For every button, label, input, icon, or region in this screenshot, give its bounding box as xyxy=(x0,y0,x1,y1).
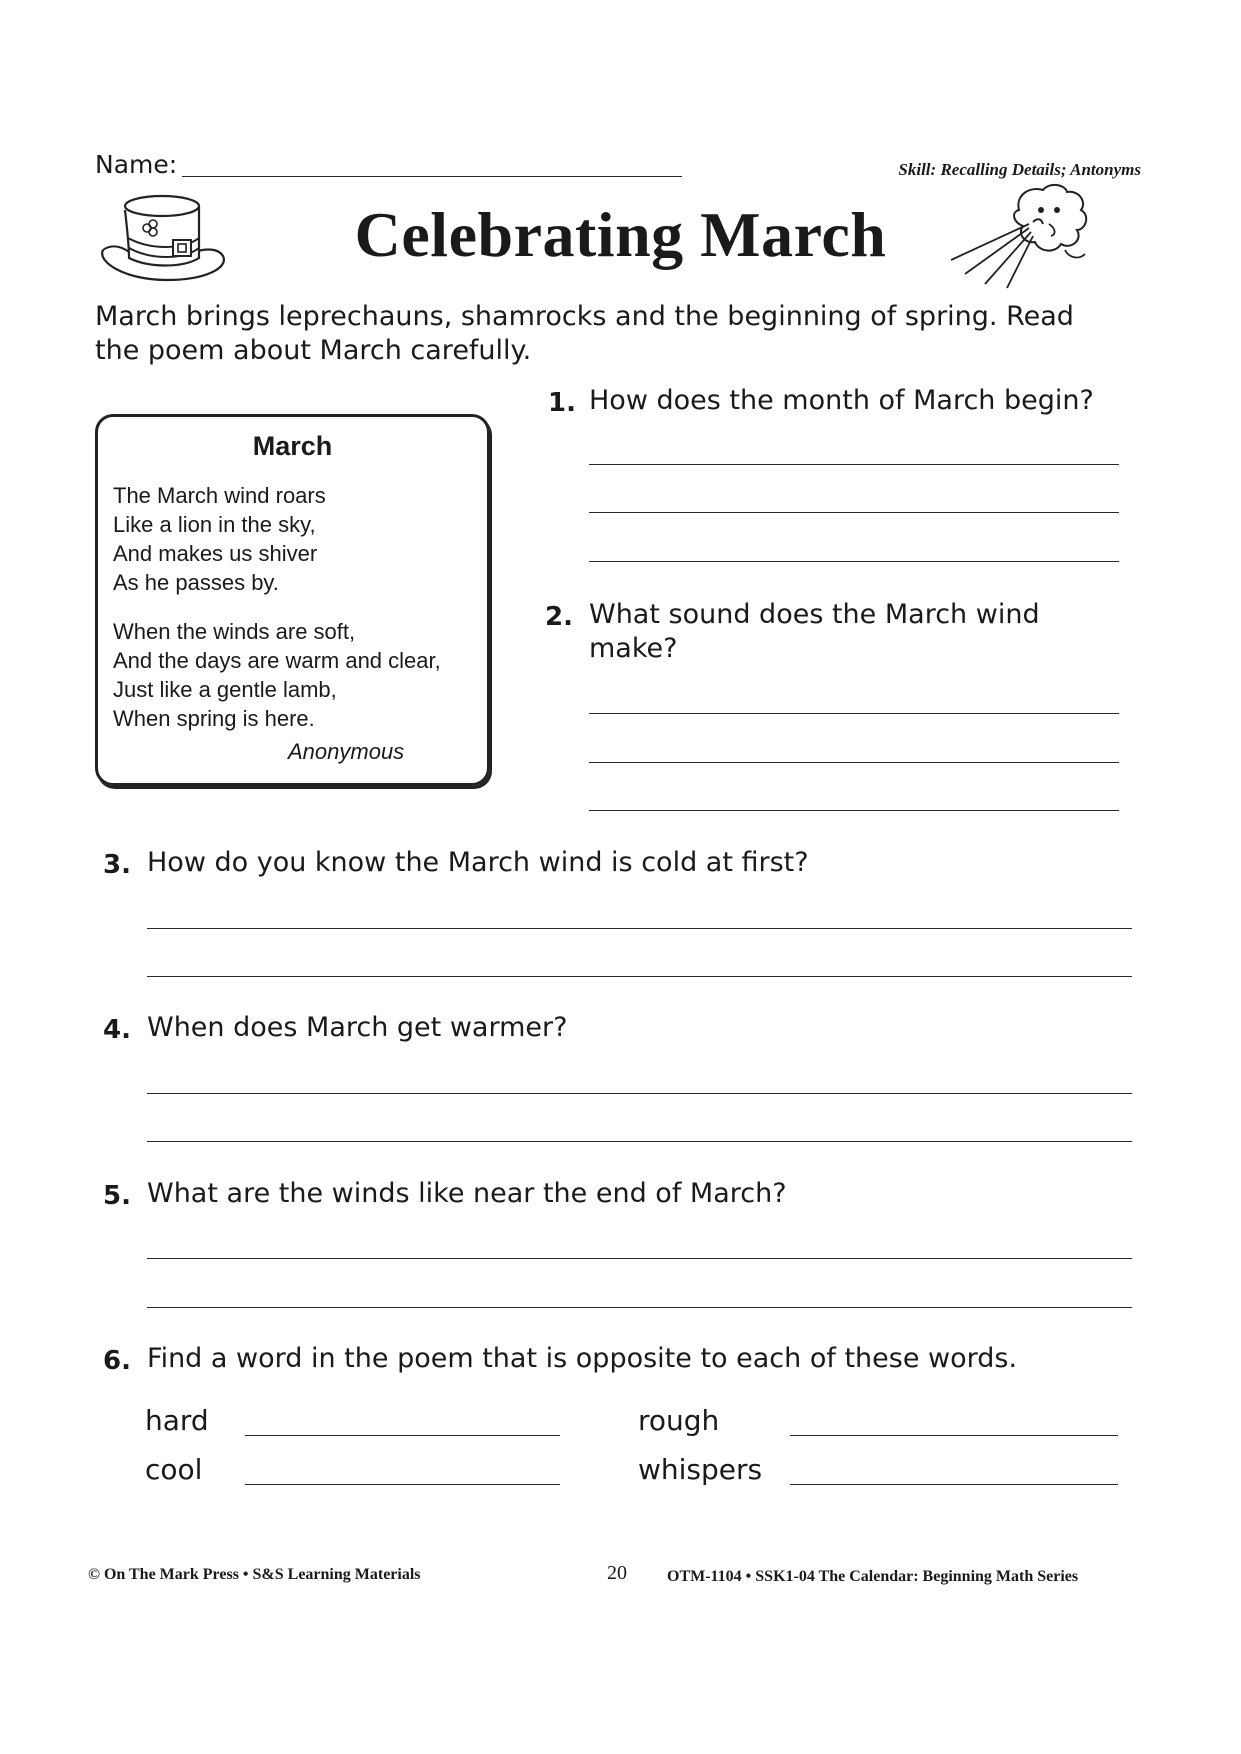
poem-box xyxy=(95,414,490,786)
answer-line[interactable] xyxy=(589,464,1119,465)
poem-line: As he passes by. xyxy=(113,570,279,595)
poem-stanza-2 xyxy=(113,617,441,733)
answer-line[interactable] xyxy=(147,1307,1132,1308)
answer-line[interactable] xyxy=(589,810,1119,811)
antonym-word-cool: cool xyxy=(145,1453,203,1486)
answer-line[interactable] xyxy=(589,561,1119,562)
question-6-text: Find a word in the poem that is opposite to each of these words. xyxy=(147,1343,1018,1374)
poem-author: Anonymous xyxy=(288,739,405,764)
poem-line: Like a lion in the sky, xyxy=(113,512,316,537)
question-1-text: How does the month of March begin? xyxy=(589,385,1094,416)
intro-text: March brings leprechauns, shamrocks and the beginning of spring. Read the poem about March carefully. xyxy=(95,301,1074,366)
antonym-word-whispers: whispers xyxy=(638,1453,763,1486)
poem-line: And makes us shiver xyxy=(113,541,318,566)
poem-line: When spring is here. xyxy=(113,706,315,731)
antonym-answer-line[interactable] xyxy=(245,1435,560,1436)
answer-line[interactable] xyxy=(589,762,1119,763)
poem-line: And the days are warm and clear, xyxy=(113,648,441,673)
answer-line[interactable] xyxy=(589,512,1119,513)
answer-line[interactable] xyxy=(589,713,1119,714)
name-answer-line[interactable] xyxy=(182,176,682,177)
question-6-number: 6. xyxy=(103,1346,131,1376)
poem-title: March xyxy=(252,431,333,461)
answer-line[interactable] xyxy=(147,1258,1132,1259)
antonym-answer-line[interactable] xyxy=(790,1484,1118,1485)
antonym-answer-line[interactable] xyxy=(245,1484,560,1485)
question-5-text: What are the winds like near the end of March? xyxy=(147,1178,787,1209)
answer-line[interactable] xyxy=(147,1141,1132,1142)
question-4-number: 4. xyxy=(103,1015,131,1045)
poem-line: The March wind roars xyxy=(113,483,326,508)
question-3-number: 3. xyxy=(103,850,131,880)
blowing-wind-face-icon xyxy=(945,180,1095,292)
answer-line[interactable] xyxy=(147,976,1132,977)
page-title: Celebrating March xyxy=(354,199,887,270)
question-2-number: 2. xyxy=(545,602,573,632)
question-4-text: When does March get warmer? xyxy=(147,1012,568,1043)
skill-label: Skill: Recalling Details; Antonyms xyxy=(898,160,1141,179)
question-5-number: 5. xyxy=(103,1181,131,1211)
poem-stanza-1 xyxy=(113,481,326,597)
question-2-text: What sound does the March wind make? xyxy=(589,599,1040,664)
name-label: Name: xyxy=(95,150,178,179)
antonym-word-hard: hard xyxy=(145,1404,209,1437)
poem-line: When the winds are soft, xyxy=(113,619,356,644)
answer-line[interactable] xyxy=(147,928,1132,929)
antonym-word-rough: rough xyxy=(638,1404,720,1437)
footer-series: OTM-1104 • SSK1-04 The Calendar: Beginning Math Series xyxy=(667,1568,1079,1585)
question-1-number: 1. xyxy=(548,388,576,418)
footer-copyright: © On The Mark Press • S&S Learning Materials xyxy=(88,1566,421,1583)
question-3-text: How do you know the March wind is cold at first? xyxy=(147,847,809,878)
page-number: 20 xyxy=(607,1562,627,1584)
answer-line[interactable] xyxy=(147,1093,1132,1094)
poem-line: Just like a gentle lamb, xyxy=(113,677,337,702)
antonym-answer-line[interactable] xyxy=(790,1435,1118,1436)
